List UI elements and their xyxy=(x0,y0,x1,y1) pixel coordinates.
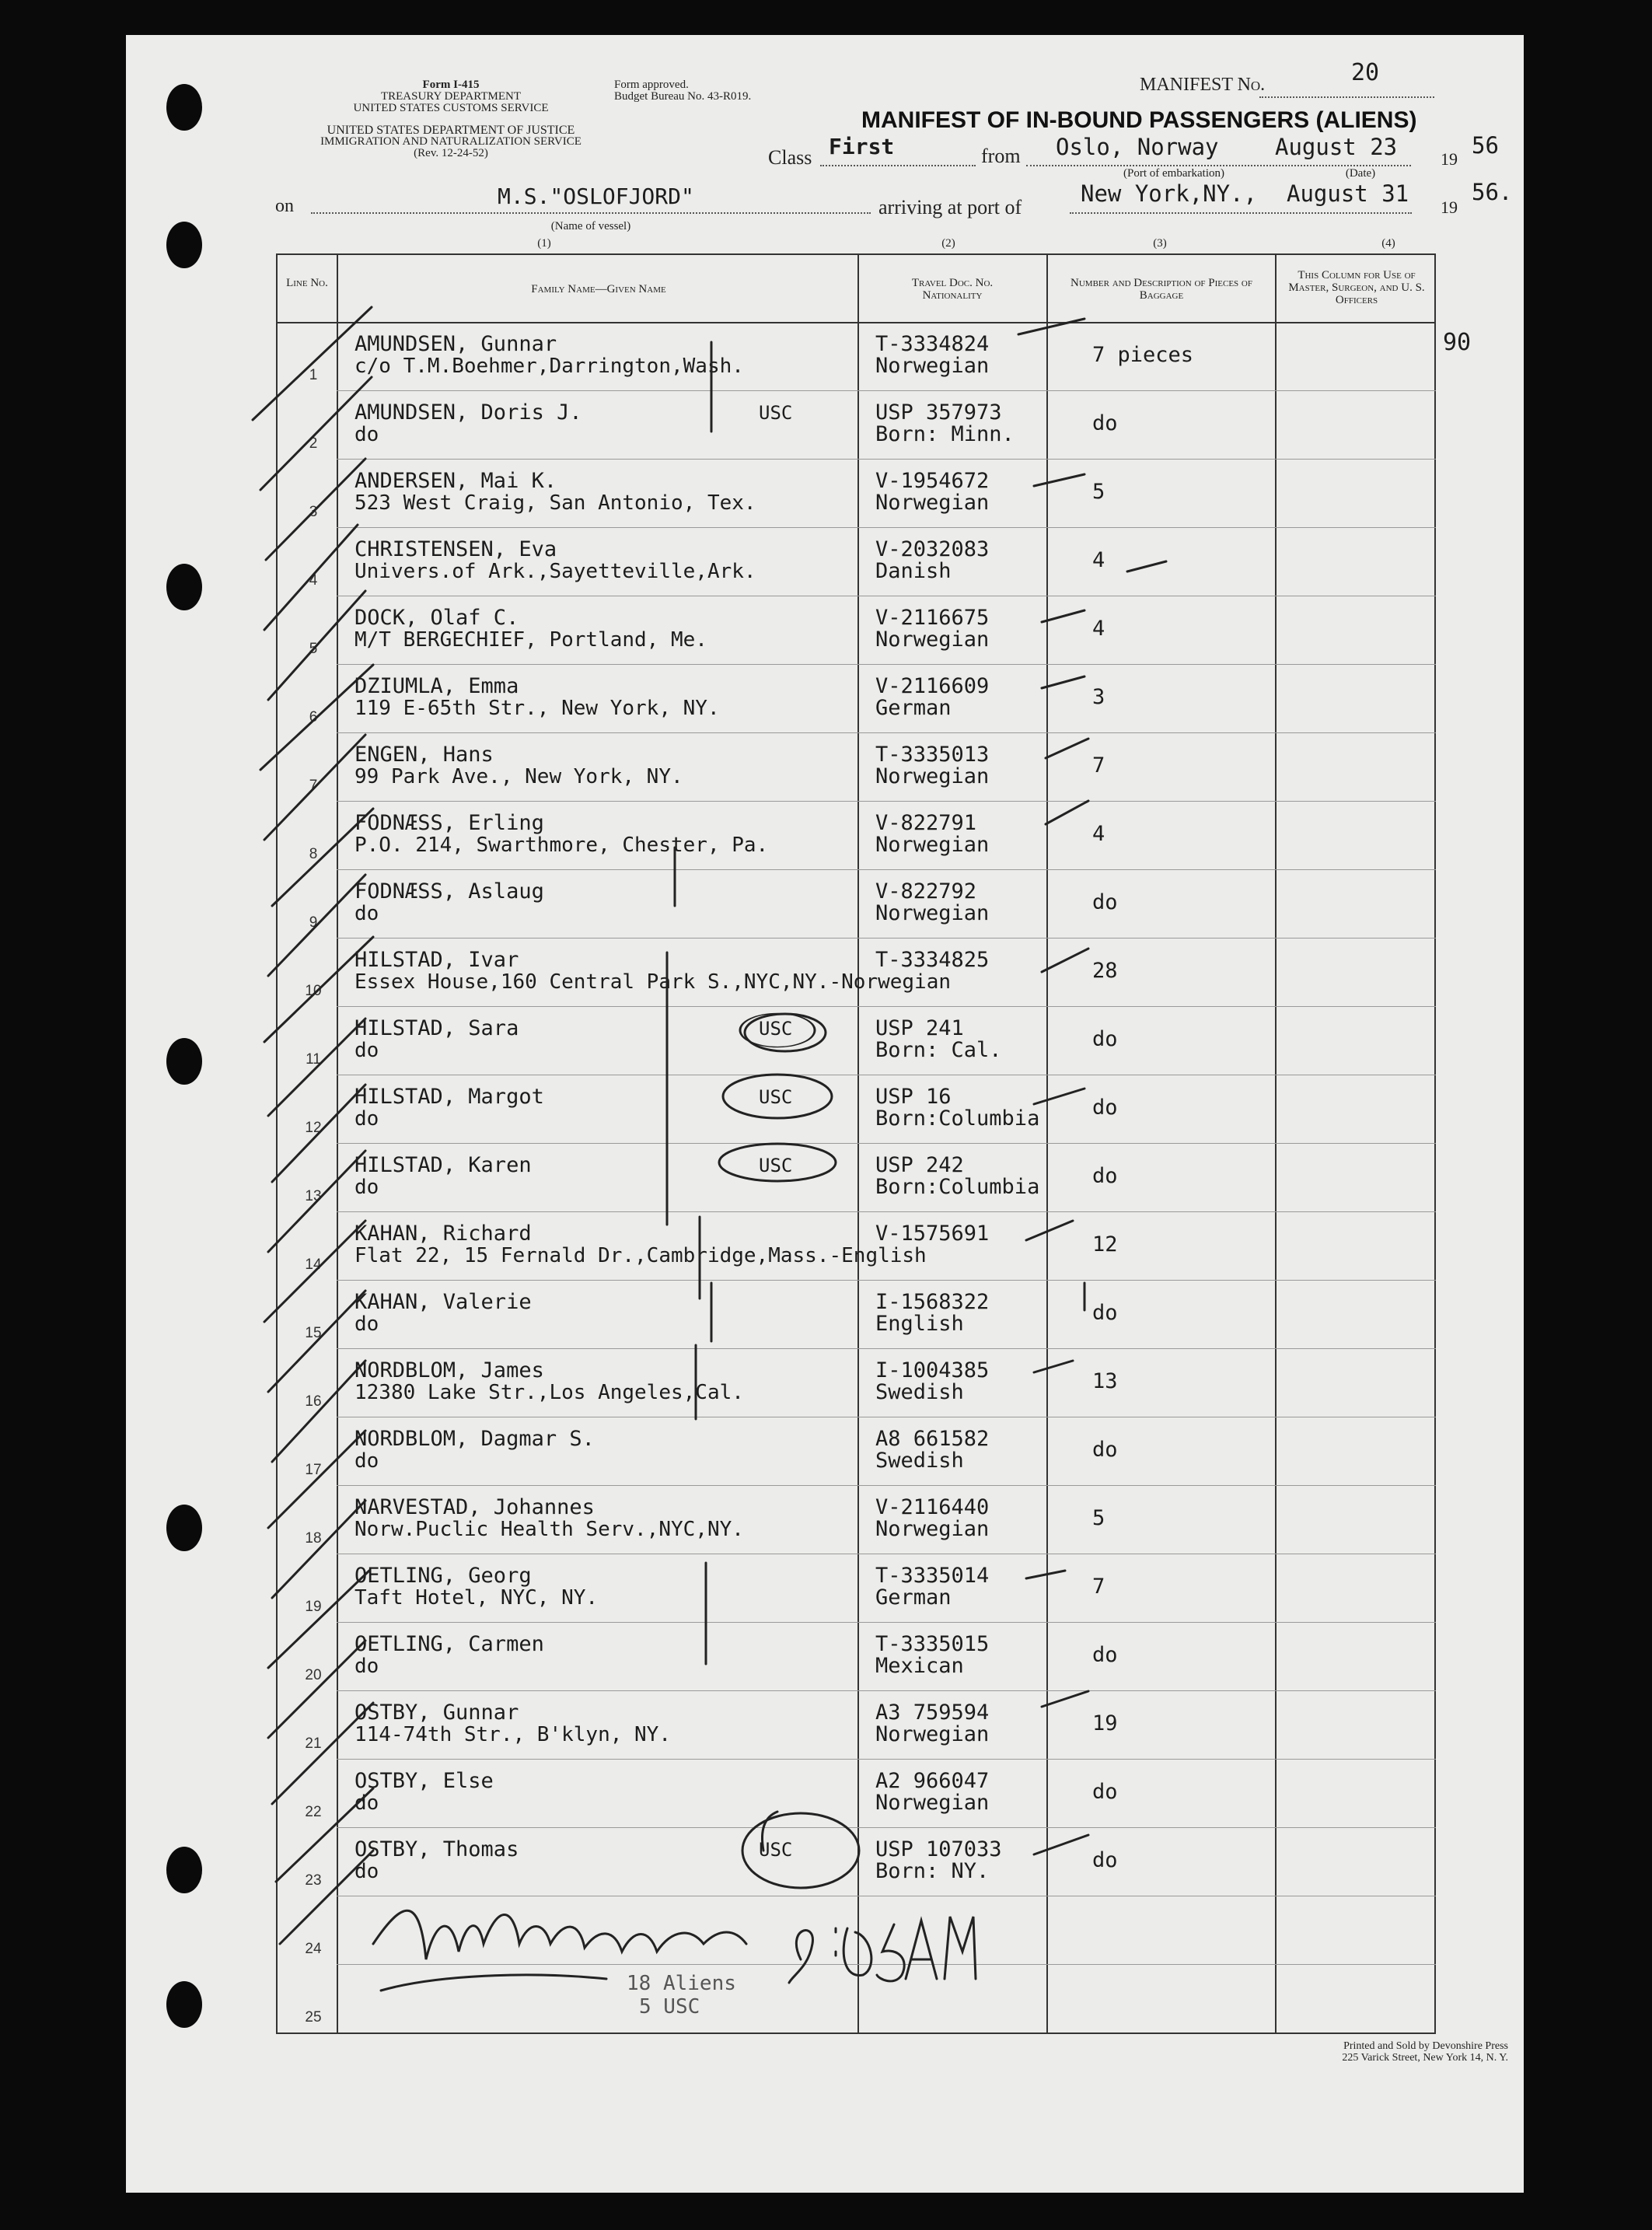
header-officers: This Column for Use of Master, Surgeon, and U. S. Officers xyxy=(1288,269,1425,306)
baggage-count: 5 xyxy=(1092,1506,1105,1530)
passenger-address: do xyxy=(354,1449,379,1473)
nationality: Norwegian xyxy=(875,1791,990,1815)
passenger-address: Norw.Puclic Health Serv.,NYC,NY. xyxy=(354,1518,744,1541)
nationality: Norwegian xyxy=(875,764,990,788)
passenger-address: do xyxy=(354,1176,379,1199)
port-of-embarkation: Oslo, Norway xyxy=(1056,134,1219,160)
summary-usc: 5 USC xyxy=(639,1995,700,2019)
nationality: Norwegian xyxy=(875,833,990,857)
passenger-address: do xyxy=(354,1655,379,1678)
nationality: Norwegian xyxy=(875,491,990,515)
baggage-count: 4 xyxy=(1092,822,1105,846)
class-label: Class xyxy=(768,146,812,169)
passenger-address: do xyxy=(354,1039,379,1062)
travel-doc-number: USP 241 xyxy=(875,1016,964,1040)
baggage-count: 7 pieces xyxy=(1092,343,1194,367)
travel-doc-number: V-822792 xyxy=(875,879,977,904)
baggage-count: 19 xyxy=(1092,1711,1118,1735)
nationality: Mexican xyxy=(875,1654,964,1678)
line-number: 21 xyxy=(305,1735,322,1752)
line-number: 12 xyxy=(305,1120,322,1136)
baggage-count: 7 xyxy=(1092,1575,1105,1599)
header-baggage: Number and Description of Pieces of Baggage xyxy=(1070,277,1252,302)
header-line-no: Line No. xyxy=(286,277,328,289)
arrival-port: New York,NY., xyxy=(1081,180,1257,207)
line-number: 22 xyxy=(305,1804,322,1820)
nationality: Born: NY. xyxy=(875,1859,990,1883)
embarkation-year: 56 xyxy=(1472,132,1499,159)
baggage-count: do xyxy=(1092,1643,1118,1667)
on-label: on xyxy=(275,196,294,216)
line-number: 4 xyxy=(309,572,318,589)
travel-doc-number: V-822791 xyxy=(875,811,977,835)
passenger-name: ANDERSEN, Mai K. xyxy=(354,469,557,493)
travel-doc-number: T-3334824 xyxy=(875,332,990,356)
form-number: Form I-415 xyxy=(422,79,480,91)
passenger-address: Flat 22, 15 Fernald Dr.,Cambridge,Mass.-English xyxy=(354,1244,927,1267)
travel-doc-number: USP 242 xyxy=(875,1153,964,1177)
travel-doc-number: V-2032083 xyxy=(875,537,990,561)
arrival-date: August 31 xyxy=(1287,180,1409,207)
year-prefix: 19 xyxy=(1441,149,1458,169)
travel-doc-number: V-2116675 xyxy=(875,606,990,630)
date-caption: (Date) xyxy=(1345,167,1376,180)
nationality: Born:Columbia xyxy=(875,1175,1040,1199)
baggage-count: 12 xyxy=(1092,1232,1118,1257)
passenger-address: Taft Hotel, NYC, NY. xyxy=(354,1586,599,1610)
vessel-name: M.S."OSLOFJORD" xyxy=(498,184,694,209)
dept-ins: IMMIGRATION AND NATURALIZATION SERVICE xyxy=(320,135,582,148)
arriving-label: arriving at port of xyxy=(878,196,1022,218)
page-title: MANIFEST OF IN-BOUND PASSENGERS (ALIENS) xyxy=(861,107,1417,133)
passenger-address: do xyxy=(354,423,379,446)
travel-doc-number: USP 357973 xyxy=(875,400,1002,425)
passenger-name: HILSTAD, Karen xyxy=(354,1153,532,1177)
column-number-2: (2) xyxy=(941,237,955,250)
travel-doc-number: T-3335015 xyxy=(875,1632,990,1656)
arrival-year-prefix: 19 xyxy=(1441,197,1458,217)
passenger-address: 99 Park Ave., New York, NY. xyxy=(354,765,683,788)
usc-mark: USC xyxy=(759,402,793,424)
column-number-4: (4) xyxy=(1381,237,1395,250)
baggage-count: do xyxy=(1092,1164,1118,1188)
passenger-name: HILSTAD, Margot xyxy=(354,1085,544,1109)
passenger-address: M/T BERGECHIEF, Portland, Me. xyxy=(354,628,707,652)
travel-doc-number: V-2116609 xyxy=(875,674,990,698)
nationality: Swedish xyxy=(875,1449,964,1473)
travel-doc-number: A3 759594 xyxy=(875,1700,990,1725)
travel-doc-number: I-1004385 xyxy=(875,1358,990,1382)
passenger-address: 523 West Craig, San Antonio, Tex. xyxy=(354,491,756,515)
form-revision: (Rev. 12-24-52) xyxy=(414,147,488,159)
line-number: 18 xyxy=(305,1530,322,1547)
passenger-name: NARVESTAD, Johannes xyxy=(354,1495,595,1519)
travel-doc-number: USP 16 xyxy=(875,1085,952,1109)
nationality: Norwegian xyxy=(875,1517,990,1541)
manifest-number: 20 xyxy=(1351,59,1380,86)
line-number: 13 xyxy=(305,1188,322,1204)
passenger-name: CHRISTENSEN, Eva xyxy=(354,537,557,561)
line-number: 20 xyxy=(305,1667,322,1683)
nationality: Swedish xyxy=(875,1380,964,1404)
embarkation-date: August 23 xyxy=(1275,134,1398,160)
line-number: 6 xyxy=(309,709,318,725)
baggage-count: 7 xyxy=(1092,753,1105,778)
passenger-name: NORDBLOM, James xyxy=(354,1358,544,1382)
travel-doc-number: T-3335014 xyxy=(875,1564,990,1588)
line-number: 24 xyxy=(305,1941,322,1957)
passenger-name: KAHAN, Valerie xyxy=(354,1290,532,1314)
baggage-count: 13 xyxy=(1092,1369,1118,1393)
dept-justice: UNITED STATES DEPARTMENT OF JUSTICE xyxy=(327,124,575,137)
baggage-count: do xyxy=(1092,1027,1118,1051)
travel-doc-number: T-3335013 xyxy=(875,743,990,767)
passenger-address: do xyxy=(354,1312,379,1336)
passenger-name: NORDBLOM, Dagmar S. xyxy=(354,1427,595,1451)
line-number: 7 xyxy=(309,778,318,794)
budget-bureau: Budget Bureau No. 43-R019. xyxy=(614,90,752,103)
manifest-no-label: MANIFEST No. xyxy=(1140,75,1266,95)
passenger-name: FODNÆSS, Aslaug xyxy=(354,879,544,904)
nationality: Norwegian xyxy=(875,627,990,652)
travel-doc-number: T-3334825 xyxy=(875,948,990,972)
line-number: 9 xyxy=(309,914,318,931)
nationality: German xyxy=(875,696,952,720)
baggage-count: do xyxy=(1092,1301,1118,1325)
passenger-name: KAHAN, Richard xyxy=(354,1222,532,1246)
nationality: German xyxy=(875,1585,952,1610)
port-embark-caption: (Port of embarkation) xyxy=(1123,167,1224,180)
passenger-address: 12380 Lake Str.,Los Angeles,Cal. xyxy=(354,1381,744,1404)
nationality: Norwegian xyxy=(875,354,990,378)
nationality: Norwegian xyxy=(875,1722,990,1746)
line-number: 10 xyxy=(305,983,322,999)
summary-aliens: 18 Aliens xyxy=(627,1972,736,1995)
header-name: Family Name—Given Name xyxy=(531,283,666,295)
line-number: 5 xyxy=(309,641,318,657)
passenger-name: HILSTAD, Sara xyxy=(354,1016,519,1040)
travel-doc-number: I-1568322 xyxy=(875,1290,990,1314)
passenger-name: OSTBY, Else xyxy=(354,1769,494,1793)
travel-doc-number: V-1575691 xyxy=(875,1222,990,1246)
baggage-count: do xyxy=(1092,890,1118,914)
passenger-address: 119 E-65th Str., New York, NY. xyxy=(354,697,720,720)
passenger-name: AMUNDSEN, Gunnar xyxy=(354,332,557,356)
passenger-name: FODNÆSS, Erling xyxy=(354,811,544,835)
passenger-name: AMUNDSEN, Doris J. xyxy=(354,400,582,425)
passenger-address: P.O. 214, Swarthmore, Chester, Pa. xyxy=(354,834,769,857)
nationality: Born:Columbia xyxy=(875,1106,1040,1131)
printer-line-2: 225 Varick Street, New York 14, N. Y. xyxy=(1342,2052,1508,2064)
passenger-name: HILSTAD, Ivar xyxy=(354,948,519,972)
baggage-count: do xyxy=(1092,1096,1118,1120)
passenger-address: do xyxy=(354,1791,379,1815)
travel-doc-number: V-2116440 xyxy=(875,1495,990,1519)
line-number: 16 xyxy=(305,1393,322,1410)
line-number: 8 xyxy=(309,846,318,862)
column-number-1: (1) xyxy=(537,237,551,250)
dept-customs: UNITED STATES CUSTOMS SERVICE xyxy=(353,102,549,114)
passenger-address: Essex House,160 Central Park S.,NYC,NY.-Norwegian xyxy=(354,970,952,994)
baggage-count: 4 xyxy=(1092,617,1105,641)
arrival-year: 56. xyxy=(1472,179,1513,205)
passenger-address: do xyxy=(354,1107,379,1131)
passenger-address: do xyxy=(354,902,379,925)
baggage-count: 28 xyxy=(1092,959,1118,983)
nationality: Danish xyxy=(875,559,952,583)
column-number-3: (3) xyxy=(1153,237,1167,250)
header-travel-doc: Travel Doc. No. Nationality xyxy=(911,277,994,302)
baggage-count: 3 xyxy=(1092,685,1105,709)
line-number: 1 xyxy=(309,367,318,383)
vessel-caption: (Name of vessel) xyxy=(550,220,631,232)
baggage-count: do xyxy=(1092,1780,1118,1804)
nationality: Born: Cal. xyxy=(875,1038,1002,1062)
passenger-name: DZIUMLA, Emma xyxy=(354,674,519,698)
baggage-count: do xyxy=(1092,1848,1118,1872)
printer-line-1: Printed and Sold by Devonshire Press xyxy=(1343,2040,1508,2052)
line-number: 15 xyxy=(305,1325,322,1341)
passenger-name: ENGEN, Hans xyxy=(354,743,494,767)
class-value: First xyxy=(829,134,895,159)
travel-doc-number: A8 661582 xyxy=(875,1427,990,1451)
line-number: 3 xyxy=(309,504,318,520)
baggage-count: do xyxy=(1092,1438,1118,1462)
passenger-name: OETLING, Georg xyxy=(354,1564,532,1588)
passenger-name: OETLING, Carmen xyxy=(354,1632,544,1656)
form-approved: Form approved. xyxy=(614,79,689,91)
line-number: 23 xyxy=(305,1872,322,1889)
nationality: Norwegian xyxy=(875,901,990,925)
usc-mark: USC xyxy=(759,1018,793,1040)
dept-treasury: TREASURY DEPARTMENT xyxy=(380,90,522,103)
passenger-address: c/o T.M.Boehmer,Darrington,Wash. xyxy=(354,355,744,378)
passenger-name: OSTBY, Gunnar xyxy=(354,1700,519,1725)
baggage-count: 4 xyxy=(1092,548,1105,572)
travel-doc-number: V-1954672 xyxy=(875,469,990,493)
baggage-count: 5 xyxy=(1092,480,1105,504)
passenger-address: 114-74th Str., B'klyn, NY. xyxy=(354,1723,671,1746)
usc-mark: USC xyxy=(759,1839,793,1861)
line-number: 2 xyxy=(309,435,318,452)
passenger-address: Univers.of Ark.,Sayetteville,Ark. xyxy=(354,560,756,583)
officer-note: 90 xyxy=(1443,329,1472,356)
nationality: English xyxy=(875,1312,964,1336)
line-number: 25 xyxy=(305,2009,322,2026)
nationality: Born: Minn. xyxy=(875,422,1015,446)
line-number: 19 xyxy=(305,1599,322,1615)
from-label: from xyxy=(981,145,1021,167)
passenger-name: OSTBY, Thomas xyxy=(354,1837,519,1861)
travel-doc-number: USP 107033 xyxy=(875,1837,1002,1861)
line-number: 14 xyxy=(305,1257,322,1273)
line-number: 11 xyxy=(306,1051,321,1068)
usc-mark: USC xyxy=(759,1155,793,1176)
passenger-address: do xyxy=(354,1860,379,1883)
baggage-count: do xyxy=(1092,411,1118,435)
passenger-name: DOCK, Olaf C. xyxy=(354,606,519,630)
travel-doc-number: A2 966047 xyxy=(875,1769,990,1793)
usc-mark: USC xyxy=(759,1086,793,1108)
line-number: 17 xyxy=(305,1462,322,1478)
